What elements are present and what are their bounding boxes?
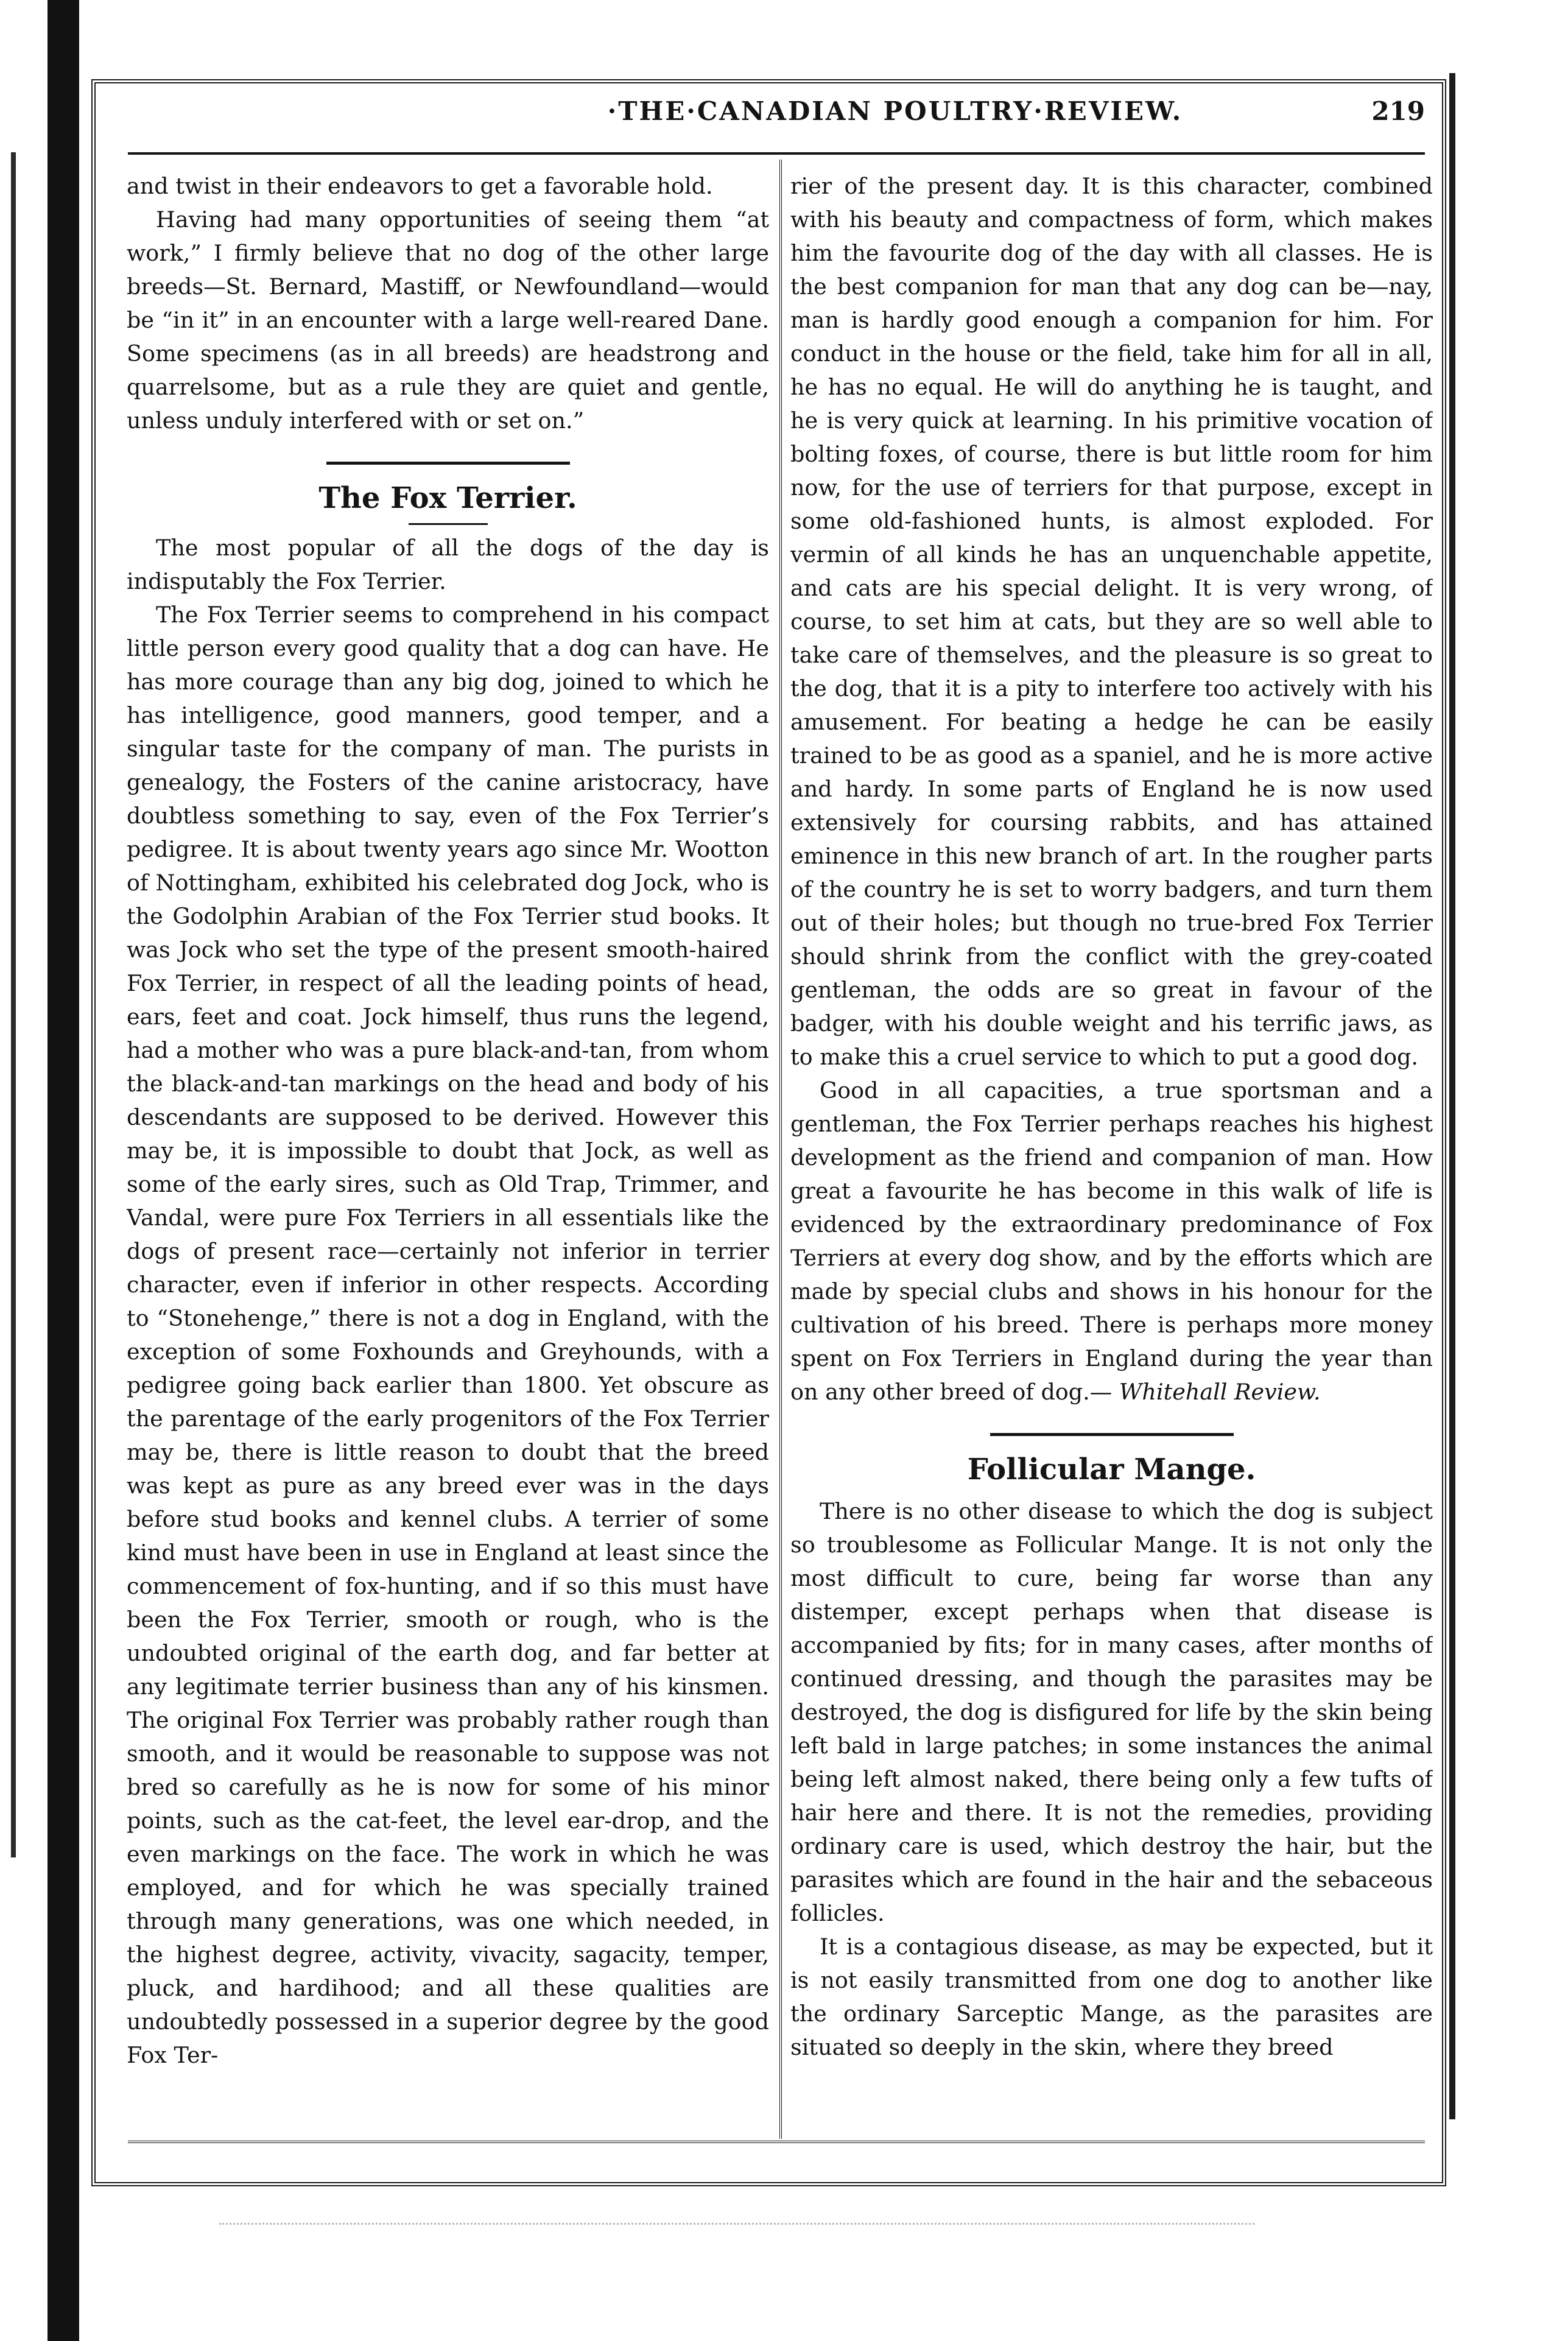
column-divider bbox=[779, 160, 782, 2139]
left-column bbox=[127, 169, 769, 2130]
source-attribution: Whitehall Review. bbox=[1119, 1379, 1321, 1405]
paragraph: The Fox Terrier seems to comprehend in his compact little person every good quality that a dog can have. He has more courage than any big dog, joined to which he has intelligence, good manners, good temper, and a singular taste for the company of man. The purists in genealogy, the Fosters of the canine aristocracy, have doubtless something to say, even of the Fox Terrier’s pedigree. It is about twenty years ago since Mr. Wootton of Nottingham, exhibited his celebrated dog Jock, who is the Godolphin Arabian of the Fox Terrier stud books. It was Jock who set the type of the present smooth-haired Fox Terrier, in respect of all the leading points of head, ears, feet and coat. Jock himself, thus runs the legend, had a mother who was a pure black-and-tan, from whom the black-and-tan markings on the head and body of his descendants are supposed to be derived. However this may be, it is impossible to doubt that Jock, as well as some of the early sires, such as Old Trap, Trimmer, and Vandal, were pure Fox Terriers in all essentials like the dogs of present race—certainly not inferior in terrier character, even if inferior in other respects. According to “Stonehenge,” there is not a dog in England, with the exception of some Foxhounds and Greyhounds, with a pedigree going back earlier than 1800. Yet obscure as the parentage of the early progenitors of the Fox Terrier may be, there is little reason to doubt that the breed was kept as pure as any breed ever was in the days before stud books and kennel clubs. A terrier of some kind must have been in use in England at least since the commencement of fox-hunting, and if so this must have been the Fox Terrier, smooth or rough, who is the undoubted original of the earth dog, and far better at any legitimate terrier business than any of his kinsmen. The original Fox Terrier was probably rather rough than smooth, and it would be reasonable to suppose was not bred so carefully as he is now for some of his minor points, such as the cat-feet, the level ear-drop, and the even markings on the face. The work in which he was employed, and for which he was specially trained through many generations, was one which needed, in the highest degree, activity, vivacity, sagacity, temper, pluck, and hardihood; and all these qualities are undoubtedly possessed in a superior degree by the good Fox Ter- bbox=[127, 602, 769, 2068]
paragraph: There is no other disease to which the dog is subject so troublesome as Follicular Mange. It is not only the most difficult to cure, being far worse than any distemper, except perhaps when that disease is accompanied by fits; for in many cases, after months of continued dressing, and though the parasites may be destroyed, the dog is disfigured for life by the skin being left bald in large patches; in some instances the animal being left almost naked, there being only a few tufts of hair here and there. It is not the remedies, providing ordinary care is used, which destroy the hair, but the parasites which are found in the hair and the sebaceous follicles. bbox=[790, 1498, 1433, 1926]
paragraph: and twist in their endeavors to get a favorable hold. bbox=[127, 173, 713, 199]
section-title-fox-terrier: The Fox Terrier. bbox=[318, 481, 577, 515]
paragraph: Having had many opportunities of seeing them “at work,” I firmly believe that no dog of the other large breeds—St. Bernard, Mastiff, or Newfoundland—would be “in it” in an encounter with a large well-reared Dane. Some specimens (as in all breeds) are headstrong and quarrelsome, but as a rule they are quiet and gentle, unless unduly interfered with or set on.” bbox=[127, 206, 769, 434]
running-title: ·THE·CANADIAN POULTRY·REVIEW. bbox=[607, 96, 1183, 126]
section-divider bbox=[990, 1433, 1234, 1436]
title-underline bbox=[409, 523, 488, 525]
paragraph: rier of the present day. It is this character, combined with his beauty and compactness of form, which makes him the favourite dog of the day with all classes. He is the best companion for man that any dog can be—nay, man is hardly good enough a companion for him. For conduct in the house or the field, take him for all in all, he has no equal. He will do anything he is taught, and he is very quick at learning. In his primitive vocation of bolting foxes, of course, there is but little room for him now, for the use of terriers for that purpose, except in some old-fashioned hunts, is almost exploded. For vermin of all kinds he has an unquenchable appetite, and cats are his special delight. It is very wrong, of course, to set him at cats, but they are so well able to take care of themselves, and the pleasure is so great to the dog, that it is a pity to interfere too actively with his amusement. For beating a hedge he can be easily trained to be as good as a spaniel, and he is more active and hardy. In some parts of England he is now used extensively for coursing rabbits, and has attained eminence in this new branch of art. In the rougher parts of the country he is set to worry badgers, and turn them out of their holes; but though no true-bred Fox Terrier should shrink from the conflict with the grey-coated gentleman, the odds are so great in favour of the badger, with his double weight and his terrific jaws, as to make this a cruel service to which to put a good dog. bbox=[790, 173, 1433, 1070]
scan-noise bbox=[219, 2223, 1254, 2228]
paragraph: The most popular of all the dogs of the day is indisputably the Fox Terrier. bbox=[127, 535, 769, 594]
paragraph: It is a contagious disease, as may be expected, but it is not easily transmitted from one dog to another like the ordinary Sarceptic Mange, as the parasites are situated so deeply in the skin, where they breed bbox=[790, 1934, 1433, 2060]
page-header bbox=[128, 91, 1425, 152]
header-rule bbox=[128, 152, 1425, 155]
section-divider bbox=[326, 462, 570, 465]
scan-edge-mark bbox=[11, 152, 16, 1857]
page-number: 219 bbox=[1371, 96, 1425, 126]
right-column bbox=[790, 169, 1433, 2130]
bottom-rule bbox=[128, 2141, 1425, 2143]
scan-binding-shadow bbox=[47, 0, 79, 2341]
scan-right-edge bbox=[1449, 73, 1455, 2119]
paragraph bbox=[790, 1074, 1433, 1409]
paragraph-text: Good in all capacities, a true sportsman and a gentleman, the Fox Terrier perhaps reaches his highest development as the friend and companion of man. How great a favourite he has become in this walk of life is evidenced by the extraordinary predominance of Fox Terriers at every dog show, and by the efforts which are made by special clubs and shows in his honour for the cultivation of his breed. There is perhaps more money spent on Fox Terriers in England during the year than on any other breed of dog.— bbox=[790, 1077, 1433, 1405]
section-title-follicular-mange: Follicular Mange. bbox=[967, 1452, 1256, 1487]
